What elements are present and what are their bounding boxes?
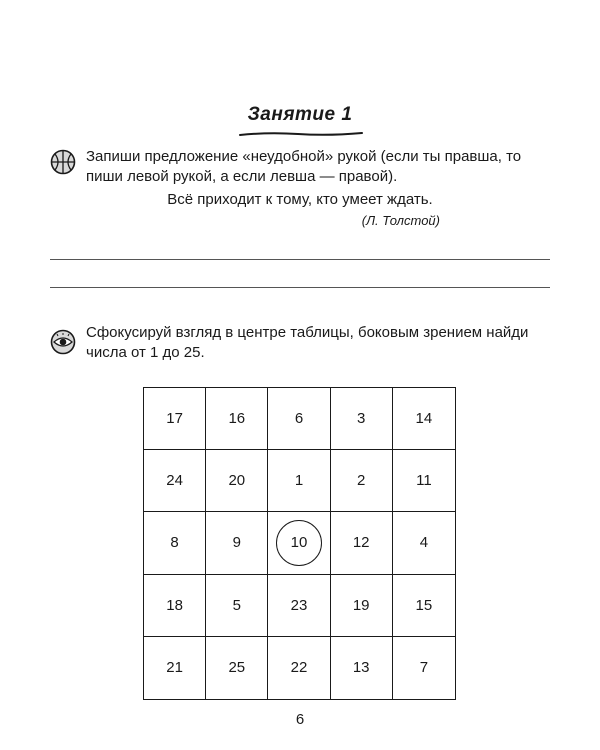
writing-line[interactable] — [50, 259, 550, 260]
table-cell[interactable]: 8 — [144, 512, 206, 574]
table-center-cell[interactable] — [268, 512, 330, 574]
task1-quote-author: (Л. Толстой) — [361, 213, 440, 228]
table-cell[interactable]: 4 — [393, 512, 455, 574]
eye-icon — [50, 329, 76, 355]
table-cell[interactable]: 18 — [144, 575, 206, 637]
table-cell[interactable]: 19 — [331, 575, 393, 637]
table-cell[interactable]: 9 — [206, 512, 268, 574]
task1-quote: Всё приходит к тому, кто умеет ждать. — [167, 191, 433, 208]
table-cell[interactable]: 7 — [419, 659, 429, 677]
table-cell[interactable]: 3 — [331, 388, 393, 450]
table-cell[interactable]: 13 — [331, 637, 393, 699]
table-cell[interactable]: 25 — [206, 637, 268, 699]
focus-circle — [276, 520, 322, 566]
table-cell[interactable]: 20 — [206, 450, 268, 512]
page-number: 6 — [295, 711, 305, 728]
lesson-title: Занятие 1 — [247, 104, 353, 125]
table-cell[interactable]: 2 — [331, 450, 393, 512]
table-cell[interactable]: 5 — [206, 575, 268, 637]
table-cell[interactable]: 6 — [268, 388, 330, 450]
table-cell[interactable]: 16 — [206, 388, 268, 450]
table-cell[interactable]: 11 — [393, 450, 455, 512]
table-cell[interactable]: 22 — [268, 637, 330, 699]
table-cell[interactable]: 12 — [331, 512, 393, 574]
center-cell-value: 10 — [290, 534, 308, 552]
title-underline — [238, 130, 364, 138]
table-cell[interactable]: 1 — [268, 450, 330, 512]
ball-icon — [50, 149, 76, 175]
table-cell[interactable]: 24 — [144, 450, 206, 512]
task1-instruction: Запиши предложение «неудобной» рукой (если ты правша, то пиши левой рукой, а если левша — правой). — [86, 148, 522, 185]
schulte-table — [143, 387, 456, 700]
table-cell[interactable]: 17 — [144, 388, 206, 450]
table-cell[interactable]: 23 — [268, 575, 330, 637]
writing-line[interactable] — [50, 287, 550, 288]
table-cell[interactable]: 21 — [144, 637, 206, 699]
task2-instruction: Сфокусируй взгляд в центре таблицы, боковым зрением найди числа от 1 до 25. — [86, 324, 529, 361]
table-cell[interactable]: 14 — [393, 388, 455, 450]
table-cell[interactable]: 15 — [393, 575, 455, 637]
